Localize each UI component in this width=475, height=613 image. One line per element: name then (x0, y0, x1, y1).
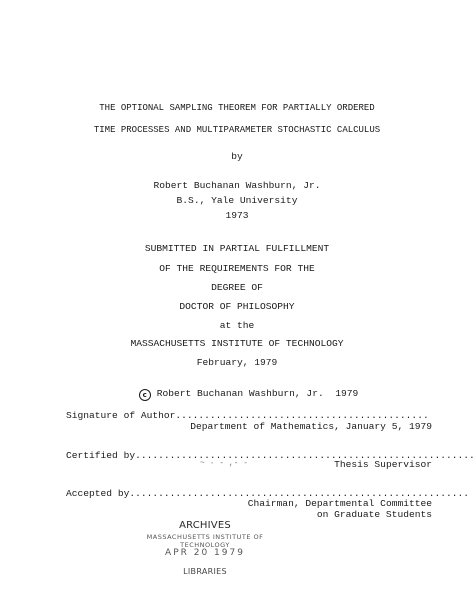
accepted-signature-line: Accepted by........................................................... (66, 488, 470, 499)
stamp-libraries: LIBRARIES (183, 567, 227, 576)
submission-line-2: OF THE REQUIREMENTS FOR THE (159, 263, 315, 274)
stamp-date: APR 20 1979 (165, 548, 245, 558)
submission-line-1: SUBMITTED IN PARTIAL FULFILLMENT (144, 243, 330, 254)
stamp-institution: MASSACHUSETTS INSTITUTE OF TECHNOLOGY (146, 533, 264, 549)
submission-line-3: DEGREE OF (211, 282, 263, 293)
prior-degree-year: 1973 (225, 210, 249, 221)
certified-signature-caption: Thesis Supervisor (334, 459, 432, 470)
accepted-signature-caption-2: on Graduate Students (316, 509, 432, 520)
copyright-line (0, 376, 474, 413)
copyright-text: Robert Buchanan Washburn, Jr. 1979 (156, 388, 359, 399)
author-signature-caption: Department of Mathematics, January 5, 1979 (190, 421, 432, 432)
by-label: by (231, 151, 243, 162)
copyright-icon: c (139, 389, 151, 401)
prior-degree: B.S., Yale University (176, 195, 298, 206)
author-name: Robert Buchanan Washburn, Jr. (153, 180, 321, 191)
submission-degree: DOCTOR OF PHILOSOPHY (179, 301, 295, 312)
author-signature-line: Signature of Author............................................ (66, 410, 429, 421)
title-line-1: THE OPTIONAL SAMPLING THEOREM FOR PARTIALLY ORDERED (99, 103, 375, 113)
accepted-signature-caption-1: Chairman, Departmental Committee (247, 498, 432, 509)
signature-smudge: ~ · - ,- - (200, 459, 249, 468)
certified-signature-line: Certified by........................................................... (66, 450, 475, 461)
stamp-archives: ARCHIVES (179, 520, 231, 531)
submission-date: February, 1979 (196, 357, 278, 368)
institution-name: MASSACHUSETTS INSTITUTE OF TECHNOLOGY (130, 338, 344, 349)
submission-at: at the (219, 320, 255, 331)
title-line-2: TIME PROCESSES AND MULTIPARAMETER STOCHASTIC CALCULUS (93, 125, 381, 135)
